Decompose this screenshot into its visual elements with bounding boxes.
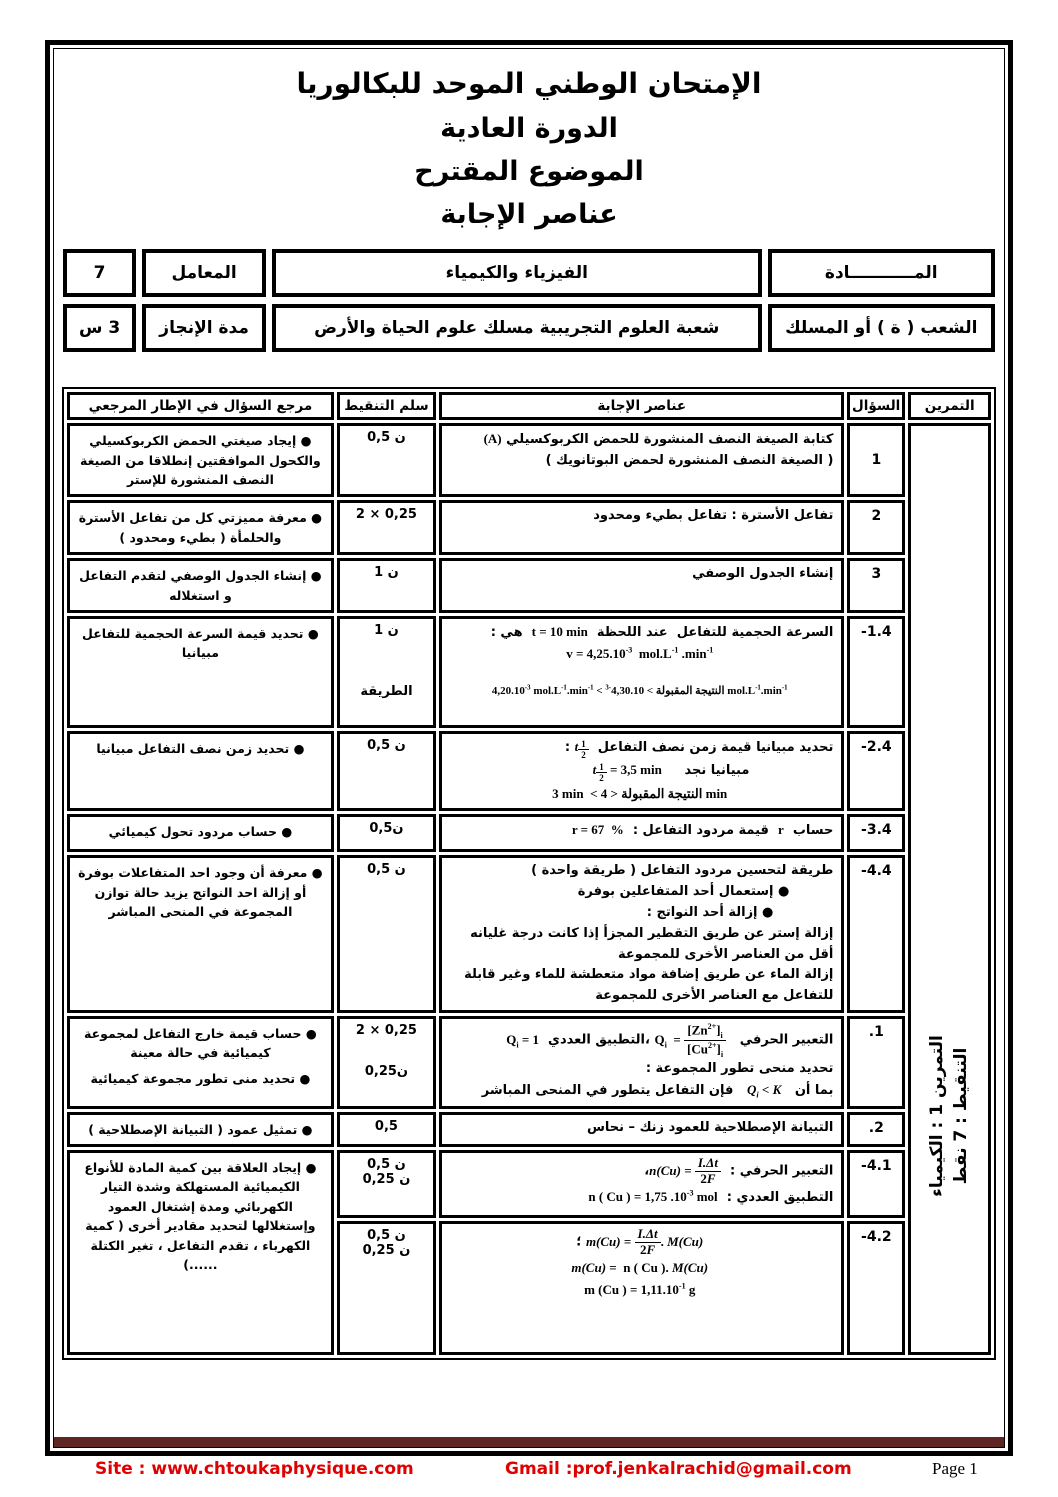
reference-cell: ● تحديد قيمة السرعة الحجمية للتفاعل مبيانيا <box>67 616 334 728</box>
col-scale-header: سلم التنقيط <box>337 392 436 420</box>
title-block <box>54 62 1004 236</box>
duration-label: مدة الإنجاز <box>142 304 266 352</box>
title-line-exam: الإمتحان الوطني الموحد للبكالوريا <box>296 67 762 100</box>
answer-cell: كتابة الصيغة النصف المنشورة للحمض الكربوكسيلي (A) ( الصيغة النصف المنشورة لحمض البوتانويك ) <box>439 423 844 497</box>
exercise-label-line1: التمرين 1 : الكيمياء <box>926 1035 947 1198</box>
title-line-session: الدورة العادية <box>440 112 618 144</box>
answer-cell: التبيانة الإصطلاحية للعمود زنك – نحاس <box>439 1112 844 1147</box>
table-row <box>67 423 991 497</box>
table-row <box>67 1112 991 1147</box>
scale-cell: 0,5 ن <box>337 731 436 811</box>
title-line-answers: عناصر الإجابة <box>440 199 618 231</box>
scale-cell: 2 × 0,25 0,25ن <box>337 1016 436 1109</box>
duration-value: 3 س <box>63 304 136 352</box>
page-frame-inner <box>53 48 1005 1448</box>
question-number: -3.4 <box>847 814 905 852</box>
question-number: 3 <box>847 558 905 613</box>
col-answers-header: عناصر الإجابة <box>439 392 844 420</box>
table-row <box>67 1016 991 1109</box>
scale-cell: 0,5 ن 0,25 ن <box>337 1150 436 1218</box>
coefficient-label: المعامل <box>142 249 266 297</box>
col-question-header: السؤال <box>847 392 905 420</box>
answer-cell: طريقة لتحسين مردود التفاعل ( طريقة واحدة ) ● إستعمال أحد المتفاعلين بوفرة ● إزالة أحد النواتج : إزالة إستر عن طريق التقطير المجزأ إذا كانت درجة غليانه أقل من العناصر الأخرى للمجموعة إزالة الماء عن طريق إضافة مواد متعطشة للماء وغير قابلة للتفاعل مع العناصر الأخرى للمجموعة <box>439 855 844 1013</box>
reference-cell: ● تحديد زمن نصف التفاعل مبيانيا <box>67 731 334 811</box>
answer-cell: التعبير الحرفي : n(Cu) = $\frac{I.\Delta t}{2F}$ ، التطبيق العددي : n ( Cu ) = 1,75 $.10^{-3}$ mol <box>439 1150 844 1218</box>
question-number: -4.2 <box>847 1221 905 1355</box>
table-row <box>67 616 991 728</box>
table-row <box>67 814 991 852</box>
reference-cell: ● حساب مردود تحول كيميائي <box>67 814 334 852</box>
answer-cell: تفاعل الأسترة : تفاعل بطيء ومحدود <box>439 500 844 555</box>
info-table <box>57 242 1001 359</box>
answer-cell: تحديد مبيانيا قيمة زمن نصف التفاعل t $\frac{1}{2}$ : مبيانيا نجد t $\frac{1}{2}$ = 3,5 min 3 min < النتيجة المقبولة < 4 min <box>439 731 844 811</box>
col-reference-header: مرجع السؤال في الإطار المرجعي <box>67 392 334 420</box>
answer-table-header-row <box>67 392 991 420</box>
footer <box>0 1459 1058 1491</box>
question-number: 2 <box>847 500 905 555</box>
question-number: .2 <box>847 1112 905 1147</box>
info-row-stream <box>63 304 995 352</box>
title-line-subject: الموضوع المقترح <box>414 155 644 187</box>
scale-cell: 0,5 ن 0,25 ن <box>337 1221 436 1355</box>
reference-cell: ● إيجاد العلاقة بين كمية المادة للأنواع الكيميائية المستهلكة وشدة التيار الكهربائي ومدة إشتغال العمود وإستغلالها لتحديد مقادير أخرى ( كمية الكهرباء ، تقدم التفاعل ، تغير الكتلة ......) <box>67 1150 334 1355</box>
answer-cell: التعبير الحرفي $Q_i$ = $\frac{[Zn^{2+}]_i}{[Cu^{2+}]_i}$ ،التطبيق العددي $Q_i = 1$ تحديد منحى تطور المجموعة : بما أن $Q_i < K$ فإن التفاعل يتطور في المنحى المباشر <box>439 1016 844 1109</box>
answer-cell: m(Cu) = $\frac{I.\Delta t}{2F}$ . M(Cu) ؛ m(Cu) = n ( Cu ). M(Cu) m (Cu ) = $1,11.10^{-1}$ g <box>439 1221 844 1355</box>
question-number: -2.4 <box>847 731 905 811</box>
question-number: 1 <box>847 423 905 497</box>
info-row-subject <box>63 249 995 297</box>
question-number: -1.4 <box>847 616 905 728</box>
table-row <box>67 558 991 613</box>
answer-cell: إنشاء الجدول الوصفي <box>439 558 844 613</box>
reference-cell: ● تمثيل عمود ( التبيانة الإصطلاحية ) <box>67 1112 334 1147</box>
answer-cell: حساب r قيمة مردود التفاعل : r = 67 % <box>439 814 844 852</box>
footer-gmail-link[interactable]: Gmail :prof.jenkalrachid@gmail.com <box>505 1459 852 1479</box>
question-number: -4.1 <box>847 1150 905 1218</box>
answer-table-wrap <box>62 387 996 1360</box>
reference-cell: ● معرفة أن وجود احد المتفاعلات بوفرة أو إزالة احد النواتج يزيد حالة توازن المجموعة في المنحى المباشر <box>67 855 334 1013</box>
scale-cell: 0,5ن <box>337 814 436 852</box>
question-number: .1 <box>847 1016 905 1109</box>
exercise-label-line2: التنقيط : 7 نقط <box>950 1048 971 1185</box>
col-exercise-header: التمرين <box>908 392 991 420</box>
subject-value: الفيزياء والكيمياء <box>272 249 761 297</box>
page-frame <box>45 40 1013 1456</box>
stream-value: شعبة العلوم التجريبية مسلك علوم الحياة والأرض <box>272 304 761 352</box>
reference-cell: ● حساب قيمة خارج التفاعل لمجموعة كيميائية في حالة معينة ● تحديد منى تطور مجموعة كيميائية <box>67 1016 334 1109</box>
subject-label: المـــــــــــادة <box>768 249 995 297</box>
reference-cell: ● معرفة مميزتي كل من تفاعل الأسترة والحلمأة ( بطيء ومحدود ) <box>67 500 334 555</box>
table-row <box>67 500 991 555</box>
coefficient-value: 7 <box>63 249 136 297</box>
scale-cell: 0,5 ن <box>337 855 436 1013</box>
scale-cell: 1 ن الطريقة <box>337 616 436 728</box>
answer-cell: السرعة الحجمية للتفاعل عند اللحظة t = 10 min هي : $v = 4,25.10^{-3}$ $mol.L^{-1}$ $.\min^{-1}$ $4,20.10^{-3}$ $mol.L^{-1}.\min^{-1}$ < النتيجة المقبولة > $4,30.10^{-3}$ $mol.L^{-1}.\min^{-1}$ <box>439 616 844 728</box>
table-row <box>67 1150 991 1218</box>
exercise-merged-cell <box>908 423 991 1355</box>
scale-cell: 0,5 ن <box>337 423 436 497</box>
scale-cell: 2 × 0,25 <box>337 500 436 555</box>
footer-site-link[interactable]: Site : www.chtoukaphysique.com <box>95 1459 414 1479</box>
reference-cell: ● إيجاد صيغتي الحمض الكربوكسيلي والكحول الموافقتين إنطلاقا من الصيغة النصف المنشورة للإستر <box>67 423 334 497</box>
stream-label: الشعب ( ة ) أو المسلك <box>768 304 995 352</box>
scale-cell: 1 ن <box>337 558 436 613</box>
footer-page-number: Page 1 <box>932 1459 978 1478</box>
reference-cell: ● إنشاء الجدول الوصفي لتقدم التفاعل و استغلاله <box>67 558 334 613</box>
question-number: -4.4 <box>847 855 905 1013</box>
answer-table <box>64 389 994 1358</box>
scale-cell: 0,5 <box>337 1112 436 1147</box>
table-row <box>67 855 991 1013</box>
table-row <box>67 731 991 811</box>
exercise-vertical-label <box>926 1036 974 1198</box>
maroon-rule <box>54 1437 1004 1447</box>
